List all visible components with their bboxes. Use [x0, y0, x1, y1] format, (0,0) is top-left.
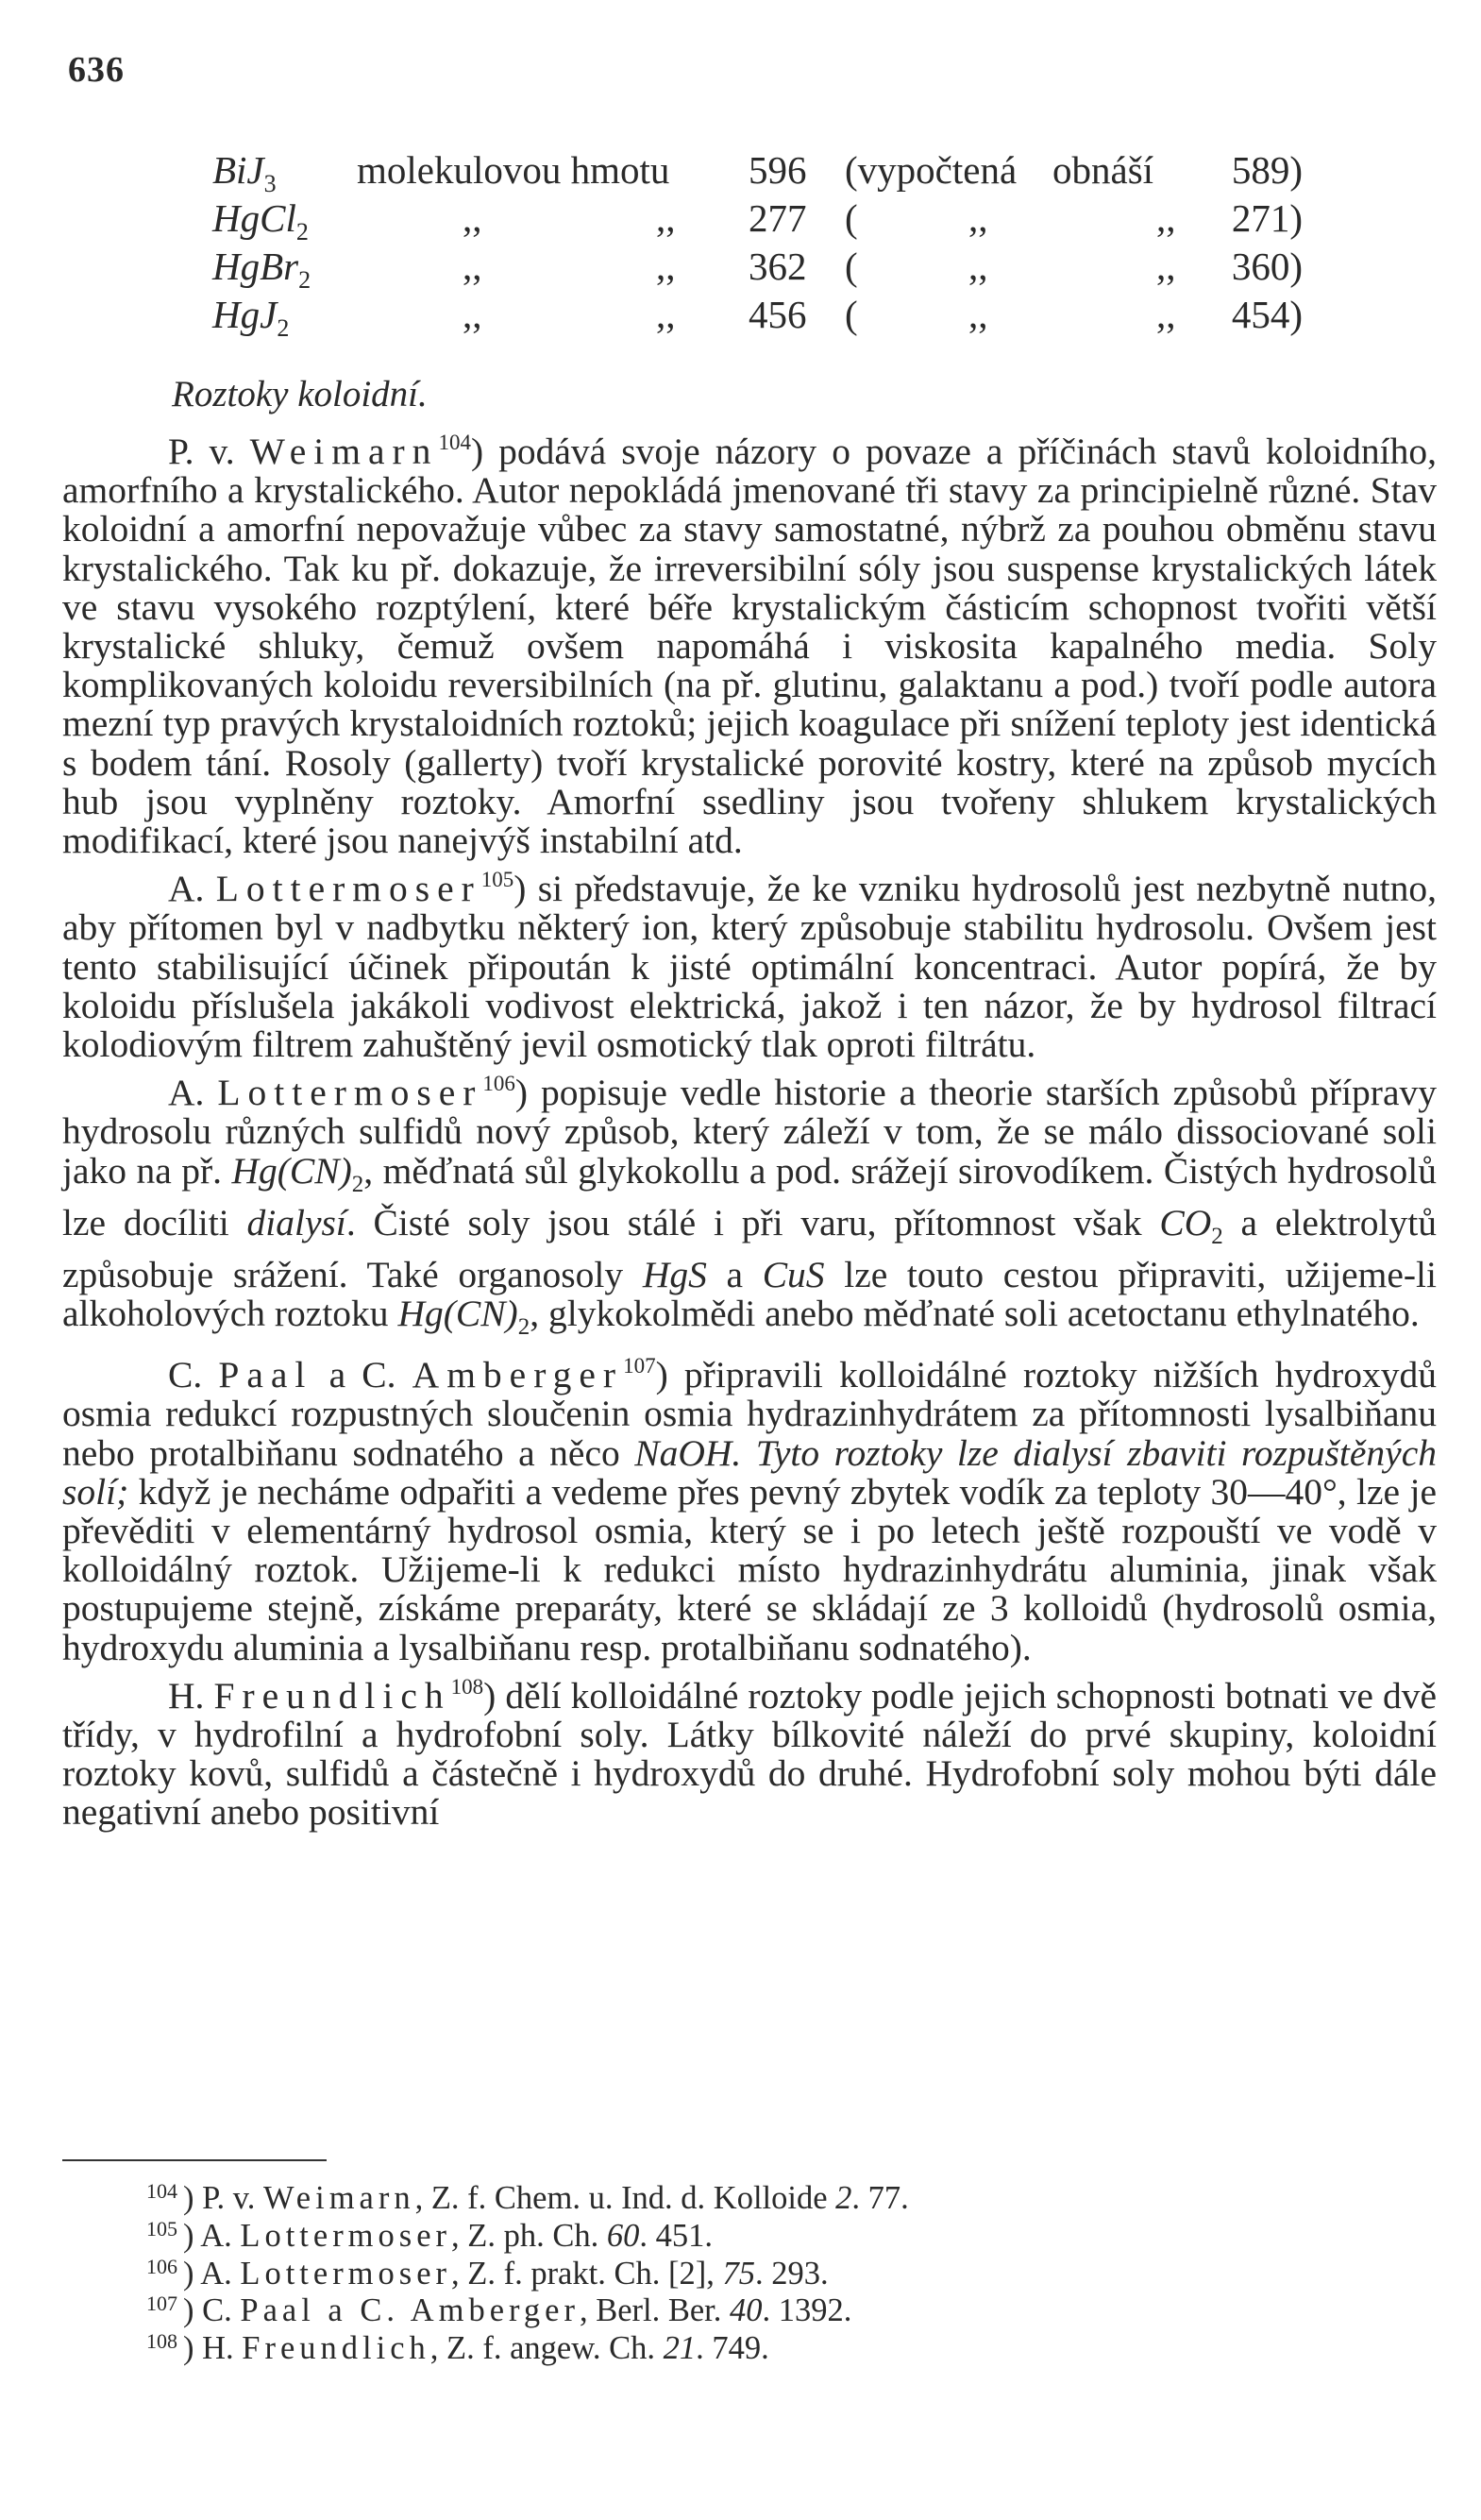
- formula: HgBr$_2$: [212, 245, 311, 295]
- molar-mass: 596: [749, 148, 807, 192]
- body-text: [62, 423, 1437, 1833]
- paragraph: A. Lottermoser$^{105}$) si představuje, že ke vzniku hydrosolů jest nezbytně nutno, aby přítomen byl v nadbytku některý ion, který způsobuje stabilitu hydrosolu. Ovšem jest tento stabilisující účinek připoután k jisté optimální koncentraci. Autor popírá, že by koloidu příslušela jakákoli vodivost elektrická, jakož i ten názor, že by hydrosol filtrací kolodiovým filtrem zahuštěný jevil osmotický tlak oproti filtrátu.: [62, 868, 1437, 1066]
- footnote: $^{107}$ ) C. Paal a C. Amberger, Berl. Ber. 40. 1392.: [146, 2292, 852, 2329]
- ditto-mark: ,,: [656, 245, 676, 288]
- paragraph: A. Lottermoser$^{106}$) popisuje vedle historie a theorie starších způsobů přípravy hydrosolu různých sulfidů nový způsob, který záleží v tom, že se málo dissociované soli jako na př. $Hg(CN)_2$, měďnatá sůl glykokollu a pod. srážejí sirovodíkem. Čistých hydrosolů lze docíliti dialysí. Čisté soly jsou stálé i při varu, přítomnost však $CO_2$ a elektrolytů způsobuje srážení. Také organosoly HgS a CuS lze touto cestou připraviti, užijeme-li alkoholových roztoku $Hg(CN)_2$, glykokolmědi anebo měďnaté soli acetoctanu ethylnatého.: [62, 1072, 1437, 1340]
- ditto-mark: ,,: [1156, 245, 1176, 288]
- footnote-ref: 105: [480, 868, 514, 892]
- paragraph: C. Paal a C. Amberger$^{107}$) připravili kolloidálné roztoky nižších hydroxydů osmia redukcí rozpustných sloučenin osmia hydrazinhydrátem za přítomnosti lysalbiňanu nebo protalbiňanu sodnatého a něco NaOH. Tyto roztoky lze dialysí zbaviti rozpuštěných solí; když je necháme odpařiti a vedeme přes pevný zbytek vodík za teploty 30—40°, lze je převěditi v elementárný hydrosol osmia, který se i po letech ještě rozpouští ve vodě v kolloidálný roztok. Užijeme-li k redukci místo hydrazinhydrátu aluminia, jinak však postupujeme stejně, získáme preparáty, které se skládají ze 3 kolloidů (hydrosolů osmia, hydroxydu aluminia a lysalbiňanu resp. protalbiňanu sodnatého).: [62, 1354, 1437, 1668]
- molar-mass: 277: [749, 196, 807, 240]
- formula-table: [212, 146, 1303, 343]
- paren: (: [845, 293, 858, 336]
- formula: BiJ$_3$: [212, 148, 277, 198]
- chemical-formula: $Hg(CN)_2$: [231, 1149, 364, 1197]
- calc-verb: obnáší: [1052, 148, 1154, 192]
- page-number: 636: [68, 50, 125, 90]
- ditto-mark: ,,: [463, 245, 482, 288]
- chemical-formula: $CO_2$: [1159, 1201, 1223, 1249]
- chemical-formula: HgS: [642, 1253, 707, 1295]
- footnotes: [146, 2176, 1279, 2367]
- ditto-mark: ,,: [968, 196, 988, 240]
- footnote-ref: 108: [450, 1674, 484, 1699]
- footnote-ref: 106: [482, 1072, 515, 1096]
- calculated-value: 360): [1231, 245, 1303, 288]
- molar-mass: 362: [749, 245, 807, 288]
- paren: (: [845, 196, 858, 240]
- footnote-ref: 104: [438, 431, 471, 454]
- paragraph: H. Freundlich$^{108}$) dělí kolloidálné roztoky podle jejich schopnosti botnati ve dvě třídy, v hydrofilní a hydrofobní soly. Látky bílkovité náleží do prvé skupiny, koloidní roztoky kovů, sulfidů a částečně i hydroxydů do druhé. Hydrofobní soly mohou býti dále negativní anebo positivní: [62, 1674, 1438, 1834]
- author-name: Amberger: [412, 1354, 624, 1396]
- paren: (: [845, 245, 858, 288]
- formula: HgCl$_2$: [212, 196, 309, 246]
- chemical-formula: CuS: [762, 1253, 825, 1295]
- formula-description: molekulovou hmotu: [357, 148, 670, 192]
- ditto-mark: ,,: [968, 293, 988, 336]
- chemical-formula: $Hg(CN)_2$: [397, 1293, 530, 1340]
- ditto-mark: ,,: [656, 293, 676, 336]
- footnote: $^{106}$ ) A. Lottermoser, Z. f. prakt. Ch. [2], 75. 293.: [146, 2254, 829, 2292]
- formula: HgJ$_2$: [212, 293, 290, 343]
- chemical-formula: NaOH: [634, 1431, 732, 1474]
- calculated-value: 271): [1231, 196, 1303, 240]
- author-name: Lottermoser: [215, 868, 481, 910]
- ditto-mark: ,,: [463, 196, 482, 240]
- author-name: Freundlich: [213, 1674, 451, 1717]
- formula-row: [212, 146, 1303, 198]
- ditto-mark: ,,: [1156, 196, 1176, 240]
- author-name: Lottermoser: [217, 1072, 483, 1114]
- molar-mass: 456: [749, 293, 807, 336]
- calculated-value: 589): [1231, 148, 1303, 192]
- footnote-rule: [62, 2159, 327, 2161]
- formula-row: [212, 243, 1303, 295]
- footnote-ref: 107: [623, 1354, 656, 1378]
- formula-row: [212, 291, 1303, 343]
- formula-row: [212, 194, 1303, 246]
- calc-label: (vypočtená: [845, 148, 1018, 192]
- emphasis: . Tyto roztoky lze dialysí zbaviti rozpuštěných solí;: [62, 1431, 1437, 1513]
- footnote: $^{108}$ ) H. Freundlich, Z. f. angew. Ch. 21. 749.: [146, 2329, 769, 2367]
- ditto-mark: ,,: [968, 245, 988, 288]
- author-name: Paal: [218, 1354, 313, 1396]
- calculated-value: 454): [1231, 293, 1303, 336]
- footnote: $^{105}$ ) A. Lottermoser, Z. ph. Ch. 60. 451.: [146, 2216, 713, 2254]
- author-name: Weimarn: [249, 431, 439, 472]
- footnote: $^{104}$ ) P. v. Weimarn, Z. f. Chem. u. Ind. d. Kolloide 2. 77.: [146, 2179, 909, 2216]
- section-heading: Roztoky koloidní.: [172, 374, 428, 414]
- emphasis: dialysí: [246, 1201, 346, 1243]
- ditto-mark: ,,: [1156, 293, 1176, 336]
- ditto-mark: ,,: [656, 196, 676, 240]
- paragraph: P. v. Weimarn$^{104}$) podává svoje názory o povaze a příčinách stavů koloidního, amorfního a krystalického. Autor nepokládá jmenované tři stavy za principielně různé. Stav koloidní a amorfní nepovažuje vůbec za stavy samostatné, nýbrž za pouhou obměnu stavu krystalického. Tak ku př. dokazuje, že irreversibilní sóly jsou suspense krystalických látek ve stavu vysokého rozptýlení, které béře krystalickým částicím schopnost tvořiti větší krystalické shluky, čemuž ovšem napomáhá i viskosita kapalného media. Soly komplikovaných koloidu reversibilních (na př. glutinu, galaktanu a pod.) tvoří podle autora mezní typ pravých krystaloidních roztoků; jejich koagulace při snížení teploty jest identická s bodem tání. Rosoly (gallerty) tvoří krystalické porovité kostry, které na způsob mycích hub jsou vyplněny roztoky. Amorfní ssedliny jsou tvořeny shlukem krystalických modifikací, které jsou nanejvýš instabilní atd.: [62, 431, 1437, 862]
- ditto-mark: ,,: [463, 293, 482, 336]
